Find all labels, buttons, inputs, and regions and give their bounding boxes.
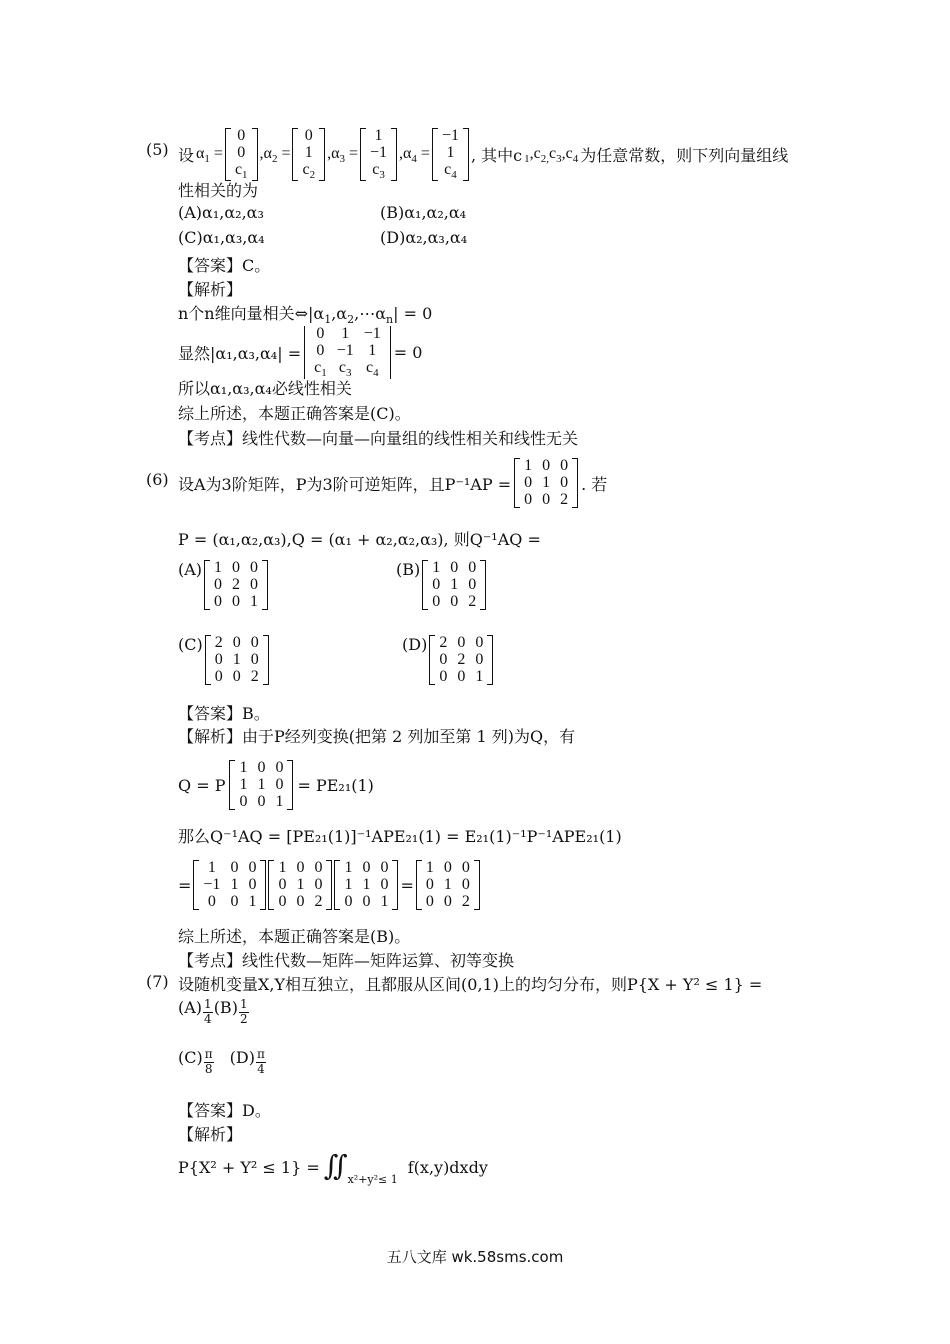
q6-answer: 【答案】B。 <box>178 704 270 723</box>
q6-option-d-label: (D) <box>402 635 428 654</box>
q7-option-d-label: (D) <box>229 1048 255 1067</box>
q7-option-c-frac <box>204 1048 214 1077</box>
q7-integral-region: x²+y²≤ 1 <box>347 1173 398 1186</box>
q6-conclusion: 综上所述，本题正确答案是(B)。 <box>178 927 411 946</box>
q6-product-result: 1 0 0 0 1 0 0 0 2 <box>416 860 480 910</box>
q6-option-a-label: (A) <box>178 560 203 579</box>
q5-option-a: (A)α₁,α₂,α₃ <box>178 203 264 222</box>
q6-stem-tail: . 若 <box>581 474 608 494</box>
q6-option-d-matrix: 2 0 0 0 2 0 0 0 1 <box>429 635 493 685</box>
vector-alpha3: 1 −1 $c_3$ <box>360 128 397 181</box>
vector-alpha2: 0 1 $c_2$ <box>292 128 325 181</box>
vector-alpha4: −1 1 $c_4$ <box>432 128 469 181</box>
q5-stem: 设 $\alpha_1$ = 0 0 $c_1$ $,\alpha_2$ = 0 1 $c_2$ $,\alpha_3$ = 1 −1 $c_3$ $,\alpha_4$ = −1 1 $c_4$ , 其中c $_1,c_{2,}c_3,c_4$ 为任意常数，则下列向量组线 <box>178 127 789 181</box>
q7-answer: 【答案】D。 <box>178 1101 271 1120</box>
q6-analysis: 【解析】由于P经列变换(把第 2 列加至第 1 列)为Q，有 <box>178 727 576 746</box>
q7-frac-c-num: π <box>204 1047 213 1061</box>
q5-det-tail: = 0 <box>393 343 423 363</box>
q6-option-d <box>402 635 493 685</box>
q6-eq-mid: = <box>400 875 414 895</box>
q6-product-m1: 1 0 0 −1 1 0 0 0 1 <box>193 860 266 910</box>
q5-stem-tail: 为任意常数，则下列向量组线 <box>580 146 789 166</box>
q6-option-c-matrix: 2 0 0 0 1 0 0 0 2 <box>205 635 269 685</box>
q5-option-d: (D)α₂,α₃,α₄ <box>380 228 468 247</box>
q5-point: 【考点】线性代数—向量—向量组的线性相关和线性无关 <box>178 429 579 448</box>
q6-number: (6) <box>146 470 169 489</box>
q7-frac-b-num: 1 <box>239 997 248 1011</box>
q6-elementary-matrix: 1 0 0 1 1 0 0 0 1 <box>229 760 293 810</box>
q5-answer: 【答案】C。 <box>178 256 271 275</box>
q7-frac-c-den: 8 <box>204 1061 213 1076</box>
q7-options-ab <box>178 998 249 1027</box>
q6-option-b-matrix: 1 0 0 0 1 0 0 0 2 <box>422 560 486 610</box>
q7-frac-d-num: π <box>256 1047 265 1061</box>
q5-analysis-line4: 综上所述，本题正确答案是(C)。 <box>178 404 411 423</box>
double-integral-icon: ∬ <box>323 1149 348 1182</box>
q7-frac-d-den: 4 <box>257 1061 265 1076</box>
vector-alpha1: 0 0 $c_1$ <box>225 128 258 181</box>
q5-analysis-label: 【解析】 <box>178 280 243 299</box>
q5-option-b: (B)α₁,α₂,α₄ <box>380 203 467 222</box>
q7-probability-equation <box>178 1149 488 1186</box>
q6-option-b <box>396 560 486 610</box>
q7-prob-lead: P{X² + Y² ≤ 1} = <box>178 1158 320 1177</box>
footer-watermark: 五八文库 wk.58sms.com <box>386 1248 564 1266</box>
q5-stem-line2: 性相关的为 <box>178 181 259 200</box>
q6-q-eq-lead: Q = P <box>178 775 226 795</box>
q6-product-equation <box>178 860 480 910</box>
q5-det-lead: 显然|α₁,α₃,α₄| = <box>178 344 302 364</box>
q5-stem-mid: , 其中c <box>470 146 523 166</box>
q6-product-m2: 1 0 0 0 1 0 0 0 2 <box>268 860 332 910</box>
q7-option-a-frac <box>203 998 213 1027</box>
q7-frac-a-den: 4 <box>204 1011 212 1026</box>
q6-option-b-label: (B) <box>396 560 421 579</box>
q6-diag-matrix: 1 0 0 0 1 0 0 0 2 <box>514 458 578 508</box>
q7-options-cd <box>178 1048 266 1077</box>
q7-option-a-label: (A) <box>178 998 203 1017</box>
q6-then-line: 那么Q⁻¹AQ = [PE₂₁(1)]⁻¹APE₂₁(1) = E₂₁(1)⁻¹P⁻¹APE₂₁(1) <box>178 827 622 846</box>
q7-option-b-frac <box>239 998 249 1027</box>
q6-option-c <box>178 635 269 685</box>
q5-analysis-line1: n个n维向量相关$\Leftrightarrow|\alpha_1,\alpha_2,\cdots\alpha_n| = 0$ <box>178 304 433 327</box>
q7-frac-a-num: 1 <box>204 997 212 1011</box>
q5-number: (5) <box>146 140 169 159</box>
q5-analysis-line2 <box>178 326 422 379</box>
q6-stem-text: 设A为3阶矩阵，P为3阶可逆矩阵，且P⁻¹AP = <box>178 474 512 494</box>
q5-analysis-line3: 所以α₁,α₃,α₄必线性相关 <box>178 379 352 398</box>
q7-integrand: f(x,y)dxdy <box>407 1158 488 1177</box>
q6-product-m3: 1 0 0 1 1 0 0 0 1 <box>334 860 398 910</box>
q7-frac-b-den: 2 <box>239 1011 248 1026</box>
q5-option-c: (C)α₁,α₃,α₄ <box>178 228 265 247</box>
q6-q-equation <box>178 760 374 810</box>
q6-stem <box>178 458 607 508</box>
q7-analysis-label: 【解析】 <box>178 1125 243 1144</box>
q5-determinant: 0 1 −1 0 −1 1 $c_1$ $c_3$ $c_4$ <box>304 326 391 379</box>
q7-option-b-label: (B) <box>213 998 238 1017</box>
q7-number: (7) <box>146 972 169 991</box>
q6-q-eq-tail: = PE₂₁(1) <box>297 775 374 795</box>
q6-point: 【考点】线性代数—矩阵—矩阵运算、初等变换 <box>178 951 515 970</box>
q6-line2: P = (α₁,α₂,α₃),Q = (α₁ + α₂,α₂,α₃), 则Q⁻¹AQ = <box>178 530 541 549</box>
q6-option-c-label: (C) <box>178 635 203 654</box>
q7-stem: 设随机变量X,Y相互独立，且都服从区间(0,1)上的均匀分布，则P{X + Y² ≤ 1} = <box>178 975 763 994</box>
q5-stem-lead: 设 <box>178 146 195 166</box>
q6-eq-lead: = <box>178 875 192 895</box>
q7-option-c-label: (C) <box>178 1048 203 1067</box>
q7-option-d-frac <box>256 1048 266 1077</box>
q6-option-a-matrix: 1 0 0 0 2 0 0 0 1 <box>204 560 268 610</box>
q6-option-a <box>178 560 268 610</box>
